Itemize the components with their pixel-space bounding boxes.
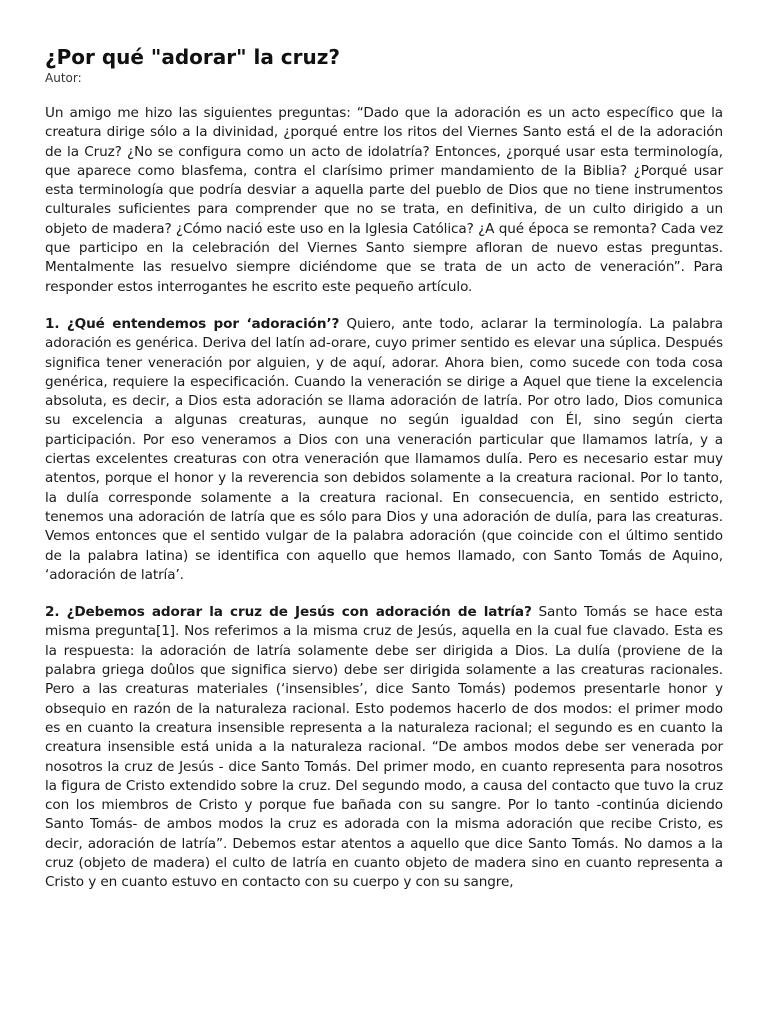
page-title: ¿Por qué "adorar" la cruz? <box>45 45 340 69</box>
section-1-heading: 1. ¿Qué entendemos por ‘adoración’? <box>45 315 340 332</box>
section-1-paragraph <box>45 315 723 585</box>
section-2-body: Santo Tomás se hace esta misma pregunta[1]. Nos referimos a la misma cruz de Jesús, aquella en la cual fue clavado. Esta es la respuesta: la adoración de latría solamente debe ser dirigida a Dios. La dulía (proviene de la palabra griega doûlos que significa siervo) debe ser dirigida solamente a las creaturas racionales. Pero a las creaturas materiales (‘insensibles’, dice Santo Tomás) podemos presentarle honor y obsequio en razón de la naturaleza racional. Esto podemos hacerlo de dos modos: el primer modo es en cuanto la creatura insensible representa a la naturaleza racional; el segundo es en cuanto la creatura insensible está unida a la naturaleza racional. “De ambos modos debe ser venerada por nosotros la cruz de Jesús - dice Santo Tomás. Del primer modo, en cuanto representa para nosotros la figura de Cristo extendido sobre la cruz. Del segundo modo, a causa del contacto que tuvo la cruz con los miembros de Cristo y porque fue bañada con su sangre. Por lo tanto -continúa diciendo Santo Tomás- de ambos modos la cruz es adorada con la misma adoración que recibe Cristo, es decir, adoración de latría”. Debemos estar atentos a aquello que dice Santo Tomás. No damos a la cruz (objeto de madera) el culto de latría en cuanto objeto de madera sino en cuanto representa a Cristo y en cuanto estuvo en contacto con su cuerpo y con su sangre, <box>45 604 723 891</box>
section-2-heading: 2. ¿Debemos adorar la cruz de Jesús con adoración de latría? <box>45 604 532 621</box>
section-1-body: Quiero, ante todo, aclarar la terminología. La palabra adoración es genérica. Deriva del latín ad-orare, cuyo primer sentido es elevar una súplica. Después significa tener veneración por alguien, y de aquí, adorar. Ahora bien, como sucede con toda cosa genérica, requiere la especificación. Cuando la veneración se dirige a Aquel que tiene la excelencia absoluta, es decir, a Dios esta adoración se llama adoración de latría. Por otro lado, Dios comunica su excelencia a algunas creaturas, aunque no según igualdad con Él, sino según cierta participación. Por eso veneramos a Dios con una veneración particular que llamamos latría, y a ciertas excelentes creaturas con otra veneración que llamamos dulía. Pero es necesario estar muy atentos, porque el honor y la reverencia son debidos solamente a la creatura racional. Por lo tanto, la dulía corresponde solamente a la creatura racional. En consecuencia, en sentido estricto, tenemos una adoración de latría que es sólo para Dios y una adoración de dulía, para las creaturas. Vemos entonces que el sentido vulgar de la palabra adoración (que coincide con el último sentido de la palabra latina) se identifica con aquello que hemos llamado, con Santo Tomás de Aquino, ‘adoración de latría’. <box>45 315 723 583</box>
intro-paragraph: Un amigo me hizo las siguientes preguntas: “Dado que la adoración es un acto específico que la creatura dirige sólo a la divinidad, ¿porqué entre los ritos del Viernes Santo está el de la adoración de la Cruz? ¿No se configura como un acto de idolatría? Entonces, ¿porqué usar esta terminología, que aparece como blasfema, contra el clarísimo primer mandamiento de la Biblia? ¿Porqué usar esta terminología que podría desviar a aquella parte del pueblo de Dios que no tiene instrumentos culturales suficientes para comprender que no se trata, en definitiva, de un culto dirigido a un objeto de madera? ¿Cómo nació este uso en la Iglesia Católica? ¿A qué época se remonta? Cada vez que participo en la celebración del Viernes Santo siempre afloran de nuevo estas preguntas. Mentalmente las resuelvo siempre diciéndome que se trata de un acto de veneración”. Para responder estos interrogantes he escrito este pequeño artículo. <box>45 105 723 295</box>
author-label: Autor: <box>45 71 82 85</box>
section-2-paragraph <box>45 603 723 892</box>
